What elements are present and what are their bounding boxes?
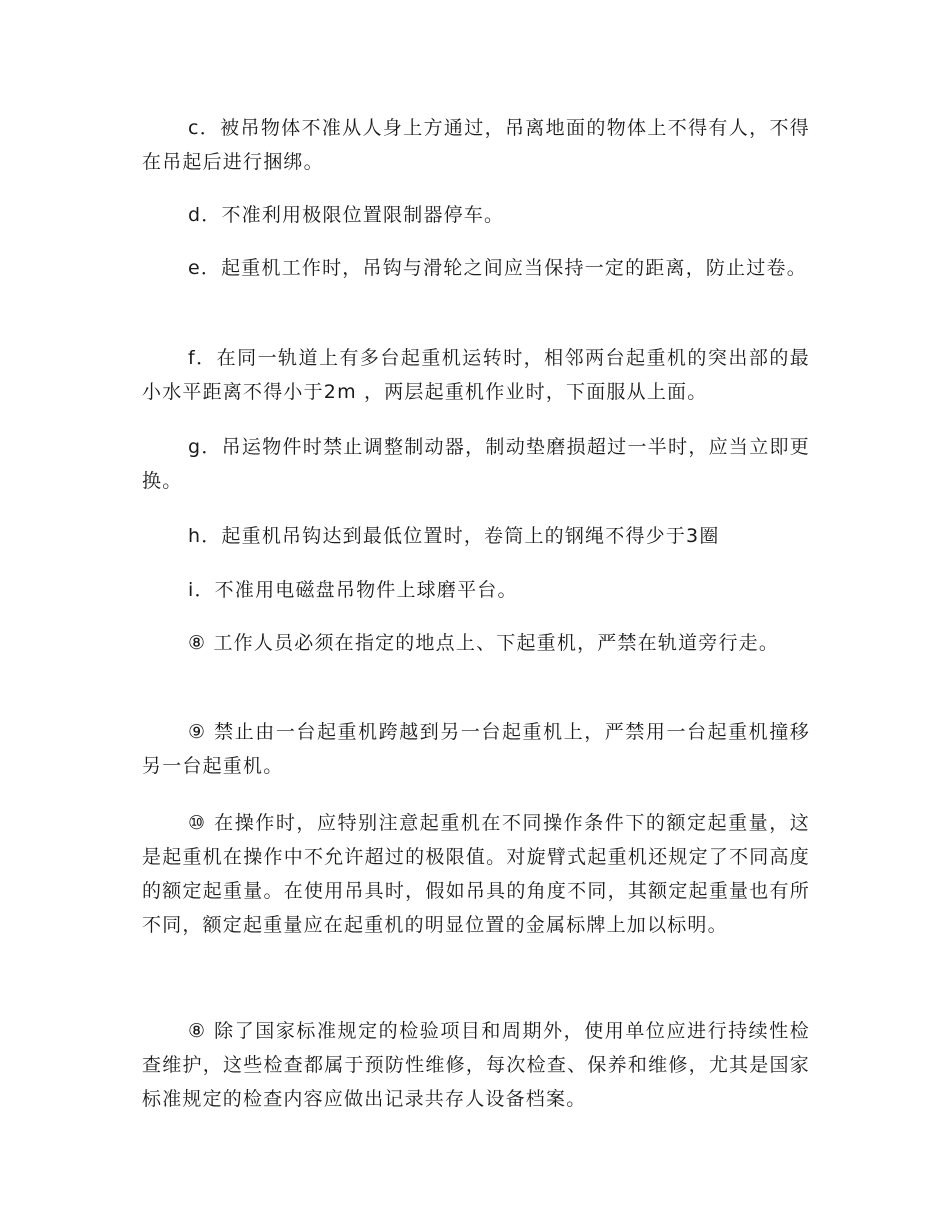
paragraph-item-8: ⑧ 工作人员必须在指定的地点上、下起重机，严禁在轨道旁行走。 [188,632,780,654]
paragraph-f: f．在同一轨道上有多台起重机运转时，相邻两台起重机的突出部的最小水平距离不得小于2m ，两层起重机作业时，下面服从上面。 [142,347,810,403]
paragraph-i: i．不准用电磁盘吊物件上球磨平台。 [188,579,518,601]
paragraph-item-8-maintenance: ⑧ 除了国家标准规定的检验项目和周期外，使用单位应进行持续性检查维护，这些检查都属于预防性维修，每次检查、保养和维修，尤其是国家标准规定的检查内容应做出记录共存人设备档案。 [142,1020,810,1110]
paragraph-g: g．吊运物件时禁止调整制动器，制动垫磨损超过一半时，应当立即更换。 [142,436,810,492]
paragraph-item-9: ⑨ 禁止由一台起重机跨越到另一台起重机上，严禁用一台起重机撞移另一台起重机。 [142,721,810,777]
paragraph-h: h．起重机吊钩达到最低位置时，卷筒上的钢绳不得少于3圈 [188,525,720,547]
paragraph-c: c．被吊物体不准从人身上方通过，吊离地面的物体上不得有人，不得在吊起后进行捆绑。 [142,117,810,173]
paragraph-d: d．不准利用极限位置限制器停车。 [188,204,505,226]
paragraph-e: e．起重机工作时，吊钩与滑轮之间应当保持一定的距离，防止过卷。 [188,257,807,279]
paragraph-item-10: ⑩ 在操作时，应特别注意起重机在不同操作条件下的额定起重量，这是起重机在操作中不允许超过的极限值。对旋臂式起重机还规定了不同高度的额定起重量。在使用吊具时，假如吊具的角度不同，其额定起重量也有所不同，额定起重量应在起重机的明显位置的金属标牌上加以标明。 [142,812,810,936]
